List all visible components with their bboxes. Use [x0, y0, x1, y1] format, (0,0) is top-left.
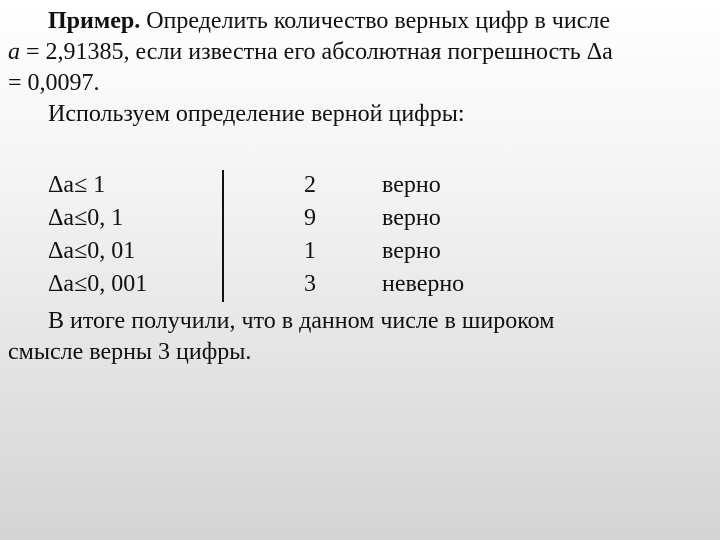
conclusion-line-2: смысле верны 3 цифры. [8, 339, 252, 365]
conclusion-word: получили, [131, 308, 236, 334]
conclusion-word: в [281, 308, 294, 334]
row-status: верно [382, 205, 441, 231]
row-digit: 2 [304, 172, 316, 198]
table-divider [222, 170, 224, 302]
conclusion-word: данном [299, 308, 375, 334]
row-condition: Δа≤0, 01 [48, 238, 136, 264]
row-status: неверно [382, 271, 465, 297]
row-digit: 1 [304, 238, 316, 264]
row-condition: Δа≤0, 1 [48, 205, 124, 231]
conclusion-word: В [48, 308, 65, 334]
intro-line-1-text: Определить количество верных цифр в числе [140, 8, 610, 34]
variable-a: a [8, 39, 20, 65]
intro-line-2 [8, 37, 712, 68]
intro-line-3: = 0,0097. [8, 70, 100, 96]
conclusion-paragraph [8, 306, 704, 368]
conclusion-line-1 [8, 306, 704, 337]
intro-paragraph [8, 6, 712, 130]
example-label: Пример. [48, 8, 141, 34]
row-digit: 3 [304, 271, 316, 297]
row-digit: 9 [304, 205, 316, 231]
conclusion-word: что [241, 308, 276, 334]
conclusion-word: итоге [70, 308, 126, 334]
intro-line-1 [8, 6, 712, 37]
intro-line-2-text: = 2,91385, если известна его абсолютная погрешность Δа [20, 39, 613, 65]
conclusion-word: широком [461, 308, 555, 334]
conclusion-word: в [444, 308, 456, 334]
row-status: верно [382, 238, 441, 264]
row-condition: Δа≤ 1 [48, 172, 106, 198]
row-condition: Δа≤0, 001 [48, 271, 148, 297]
conclusion-word: числе [380, 308, 439, 334]
intro-line-4: Используем определение верной цифры: [48, 101, 465, 127]
row-status: верно [382, 172, 441, 198]
